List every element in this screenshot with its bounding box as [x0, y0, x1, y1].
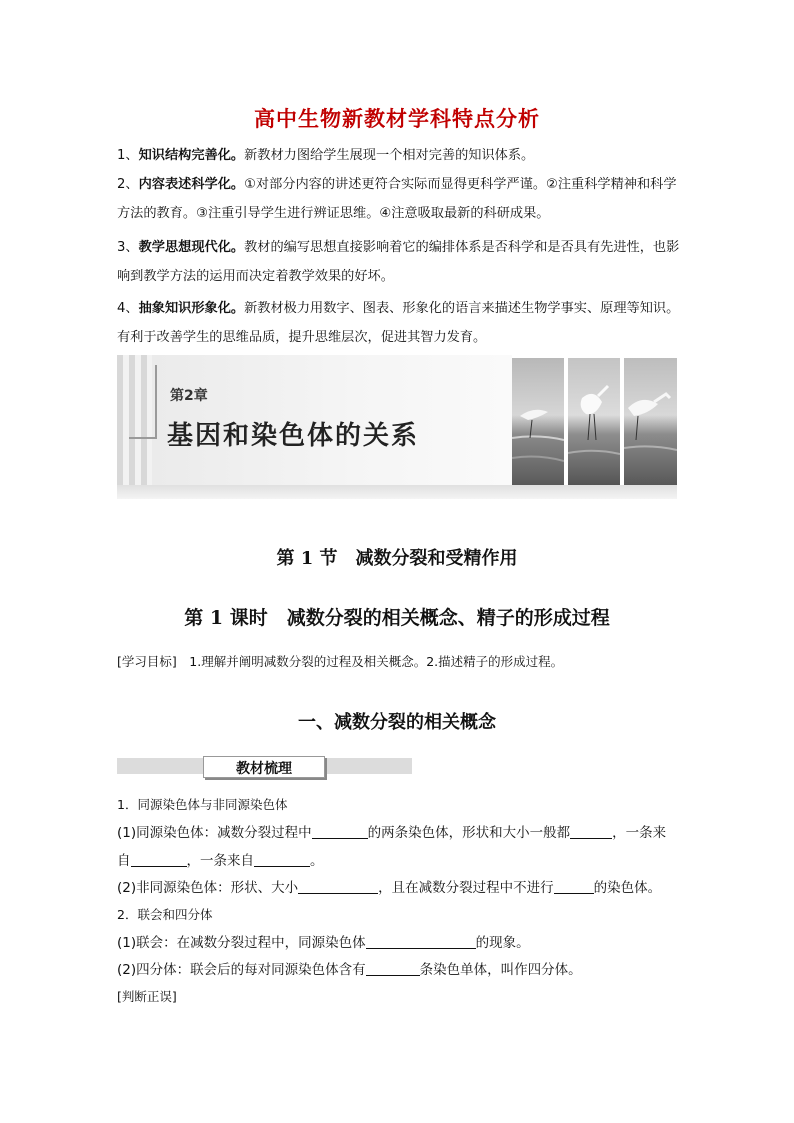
- feature-4: 4、抽象知识形象化。新教材极力用数字、图表、形象化的语言来描述生物学事实、原理等知识。有利于改善学生的思维品质，提升思维层次，促进其智力发育。: [117, 301, 680, 345]
- item-2-1: (1)联会：在减数分裂过程中，同源染色体 的现象。: [117, 935, 530, 951]
- item-2-2: (2)四分体：联会后的每对同源染色体含有 条染色单体，叫作四分体。: [117, 962, 582, 978]
- item-1-1: (1)同源染色体：减数分裂过程中 的两条染色体，形状和大小一般都 ，一条来: [117, 825, 667, 841]
- feature-3: 3、教学思想现代化。教材的编写思想直接影响着它的编排体系是否科学和是否具有先进性，也影响到教学方法的运用而决定着教学效果的好坏。: [117, 240, 680, 284]
- judge-heading: [判断正误]: [117, 989, 177, 1004]
- chapter-title: 基因和染色体的关系: [167, 421, 420, 451]
- feature-2: 2、内容表述科学化。①对部分内容的讲述更符合实际而显得更科学严谨。②注重科学精神和科学方法的教育。③注重引导学生进行辨证思维。④注意吸取最新的科研成果。: [117, 177, 677, 221]
- banner-stripes: [117, 355, 152, 485]
- item-2-heading: 2．联会和四分体: [117, 907, 213, 922]
- section-title: 第 1 节 减数分裂和受精作用: [276, 548, 518, 569]
- lesson-title: 第 1 课时 减数分裂的相关概念、精子的形成过程: [184, 607, 610, 629]
- item-1-1-cont: 自 ，一条来自 。: [117, 853, 324, 869]
- section-tab: 教材梳理: [203, 756, 325, 778]
- item-1-heading: 1．同源染色体与非同源染色体: [117, 797, 288, 812]
- learning-goals: [学习目标] 1.理解并阐明减数分裂的过程及相关概念。2.描述精子的形成过程。: [117, 654, 564, 669]
- document-title: 高中生物新教材学科特点分析: [254, 107, 540, 131]
- egret-photo-panel-2: [568, 358, 620, 485]
- chapter-number: 第2章: [170, 388, 208, 404]
- egret-photo-panel-1: [512, 358, 564, 485]
- feature-1: 1、知识结构完善化。新教材力图给学生展现一个相对完善的知识体系。: [117, 148, 535, 163]
- egret-photo-panel-3: [624, 358, 677, 485]
- chapter-banner: [117, 355, 677, 498]
- item-1-2: (2)非同源染色体：形状、大小 ，且在减数分裂过程中不进行 的染色体。: [117, 880, 662, 896]
- part-title: 一、减数分裂的相关概念: [298, 712, 496, 733]
